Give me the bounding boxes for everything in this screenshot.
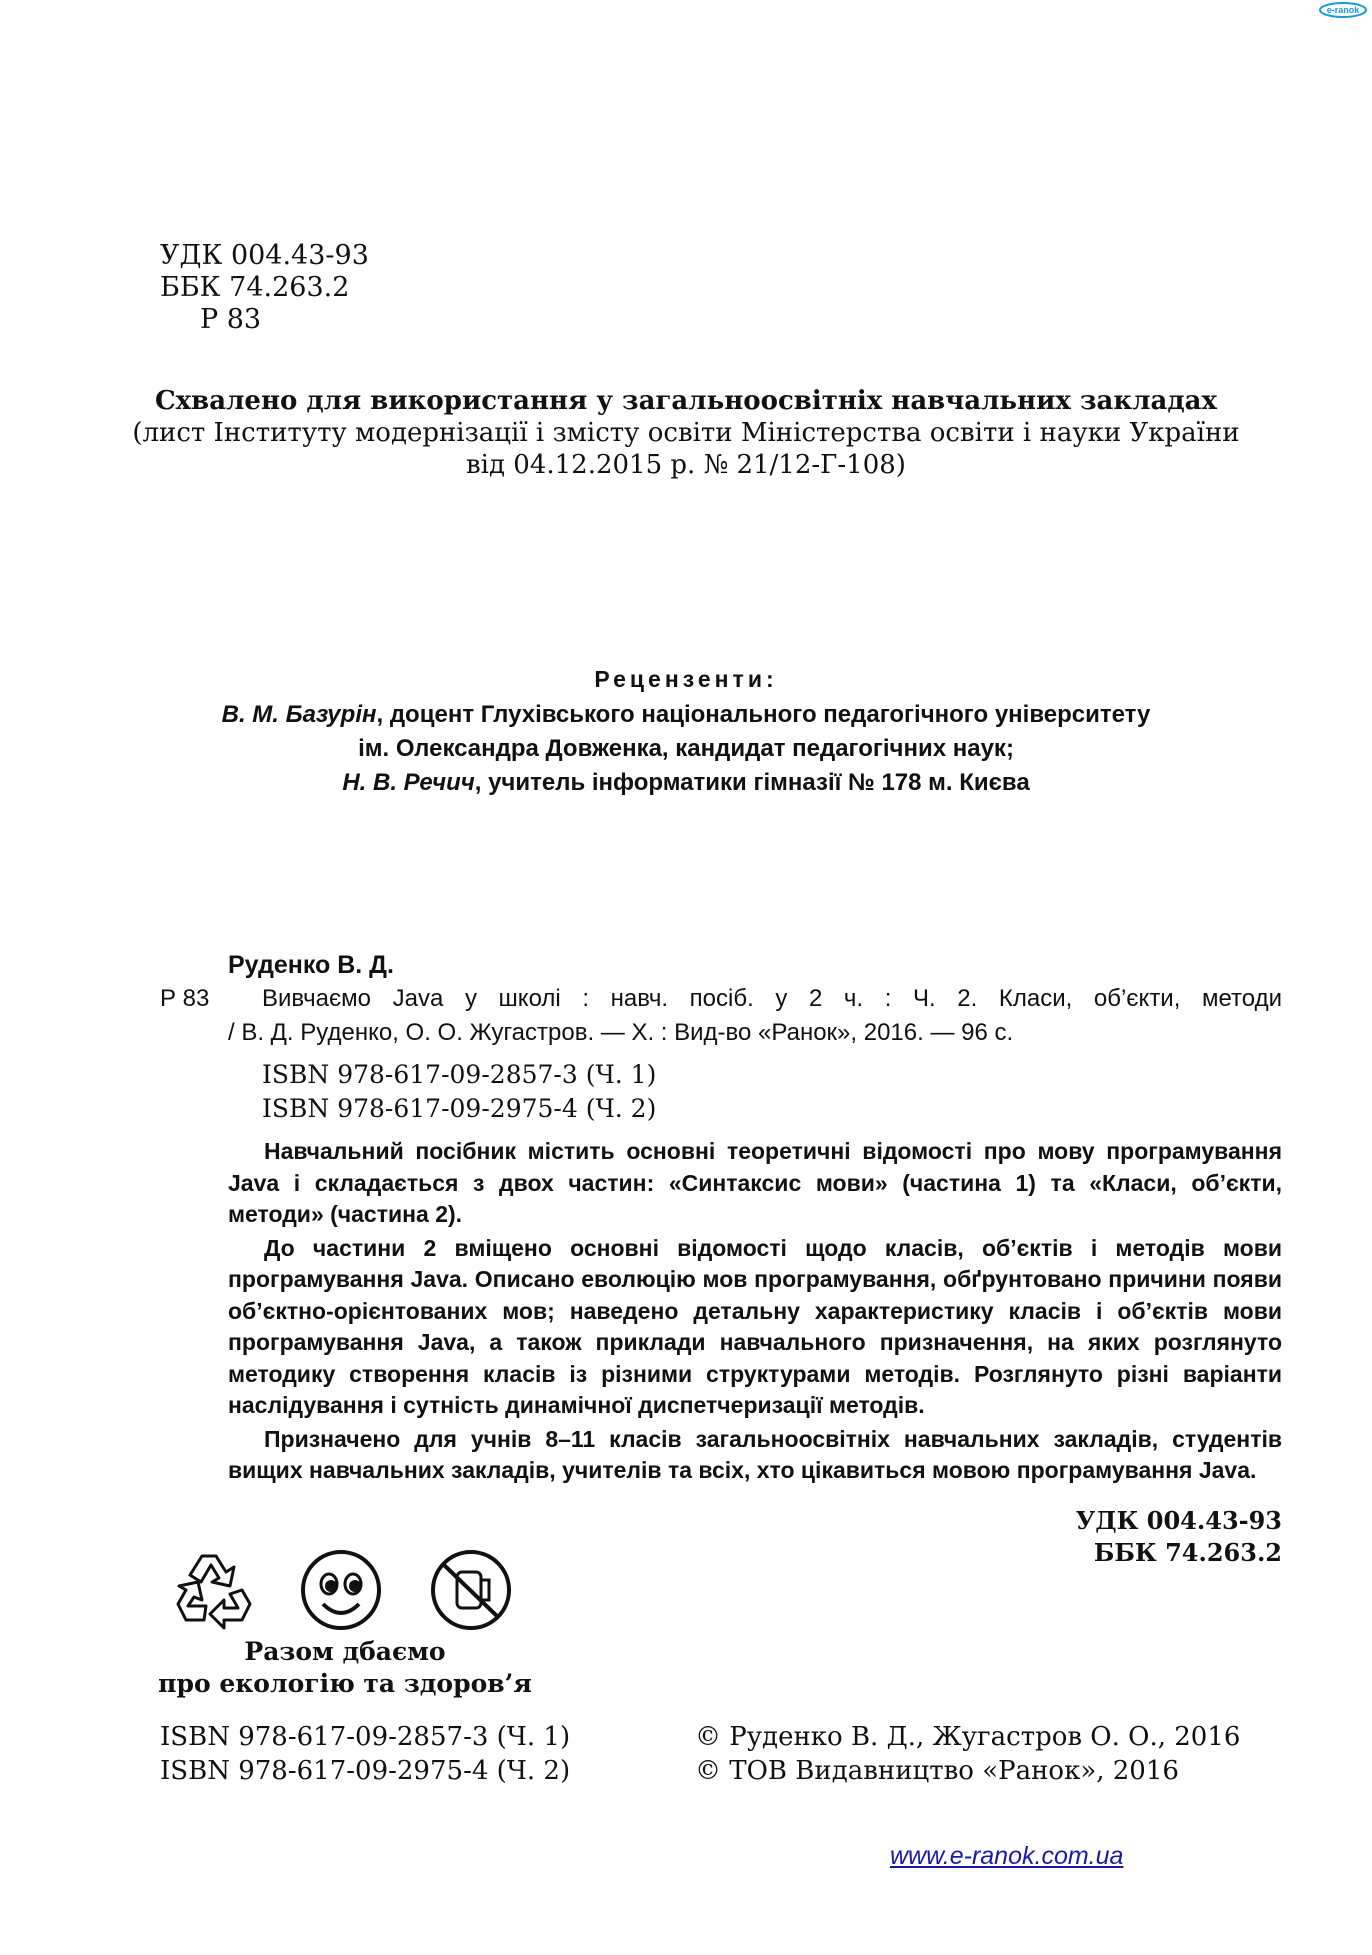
annotation-paragraph-3: Призначено для учнів 8–11 класів загальноосвітніх навчальних закладів, студентів вищих навчальних закладів, учителів та всіх, хто цікавиться мовою програмування Java. (228, 1425, 1282, 1483)
footer-isbn-1: ISBN 978-617-09-2857-3 (Ч. 1) (160, 1722, 571, 1752)
eco-slogan-line-1: Разом дбаємо (244, 1637, 446, 1666)
reviewer-1-text: , доцент Глухівського національного педагогічного університету (376, 701, 1151, 728)
copyright-publisher: © ТОВ Видавництво «Ранок», 2016 (695, 1756, 1179, 1786)
annotation-paragraph-2: До частини 2 вміщено основні відомості щодо класів, об’єктів і методів мови програмування Java. Описано еволюцію мов програмування, обґрунтовано причини появи об’єктно-орієнтованих мов; наведено детальну характеристику класів і об’єктів мови програмування Java, а також приклади навчального призначення, на яких розглянуто методику створення класів із різними структурами методів. Розглянуто різні варіанти наслідування і сутність динамічної диспетчеризації методів. (228, 1234, 1282, 1418)
annotation-paragraph-1: Навчальний посібник містить основні теоретичні відомості про мову програмування Java і складається з двох частин: «Синтаксис мови» (частина 1) та «Класи, об’єкти, методи» (частина 2). (228, 1138, 1282, 1227)
record-title-line-2: / В. Д. Руденко, О. О. Жугастров. — Х. : Вид-во «Ранок», 2016. — 96 с. (228, 1019, 1014, 1046)
eco-slogan-line-2: про екологію та здоров’я (158, 1669, 532, 1698)
reviewer-2-name: Н. В. Речич (342, 769, 475, 796)
record-mark: Р 83 (160, 985, 210, 1012)
annotation (228, 1136, 1282, 1487)
publisher-logo-text: e-ranok (1326, 5, 1360, 15)
publisher-website-link[interactable]: www.e-ranok.com.ua (890, 1842, 1124, 1870)
reviewer-1-cont: ім. Олександра Довженка, кандидат педагогічних наук; (358, 735, 1014, 762)
reviewer-2-text: , учитель інформатики гімназії № 178 м. Києва (474, 769, 1030, 796)
recycle-icon (168, 1542, 260, 1634)
record-udk: УДК 004.43-93 (1075, 1506, 1282, 1535)
bbk-code-top: ББК 74.263.2 (160, 272, 350, 303)
record-isbn-1: ISBN 978-617-09-2857-3 (Ч. 1) (262, 1060, 657, 1089)
publisher-logo (1318, 0, 1368, 22)
approval-line-2: (лист Інституту модернізації і змісту освіти Міністерства освіти і науки України (132, 418, 1240, 448)
footer-isbn-2: ISBN 978-617-09-2975-4 (Ч. 2) (160, 1756, 571, 1786)
publisher-logo-mark (1318, 0, 1368, 22)
reviewer-1-name: В. М. Базурін (221, 701, 377, 728)
reviewer-2 (0, 766, 1372, 800)
no-glue-icon (425, 1542, 517, 1634)
approval-line-3: від 04.12.2015 р. № 21/12-Г-108) (466, 450, 906, 480)
udk-code-top: УДК 004.43-93 (160, 240, 369, 271)
record-isbn-2: ISBN 978-617-09-2975-4 (Ч. 2) (262, 1094, 657, 1123)
author-mark-top: Р 83 (200, 304, 262, 335)
record-title-line-1: Вивчаємо Java у школі : навч. посіб. у 2 ч. : Ч. 2. Класи, об’єкти, методи (262, 985, 1282, 1012)
smiley-face-icon (295, 1542, 387, 1634)
reviewers-title: Рецензенти: (594, 666, 778, 692)
copyright-authors: © Руденко В. Д., Жугастров О. О., 2016 (695, 1722, 1241, 1752)
record-author: Руденко В. Д. (228, 951, 394, 979)
approval-line-1: Схвалено для використання у загальноосвітніх навчальних закладах (154, 386, 1218, 416)
record-bbk: ББК 74.263.2 (1093, 1538, 1282, 1567)
reviewer-1 (0, 698, 1372, 732)
